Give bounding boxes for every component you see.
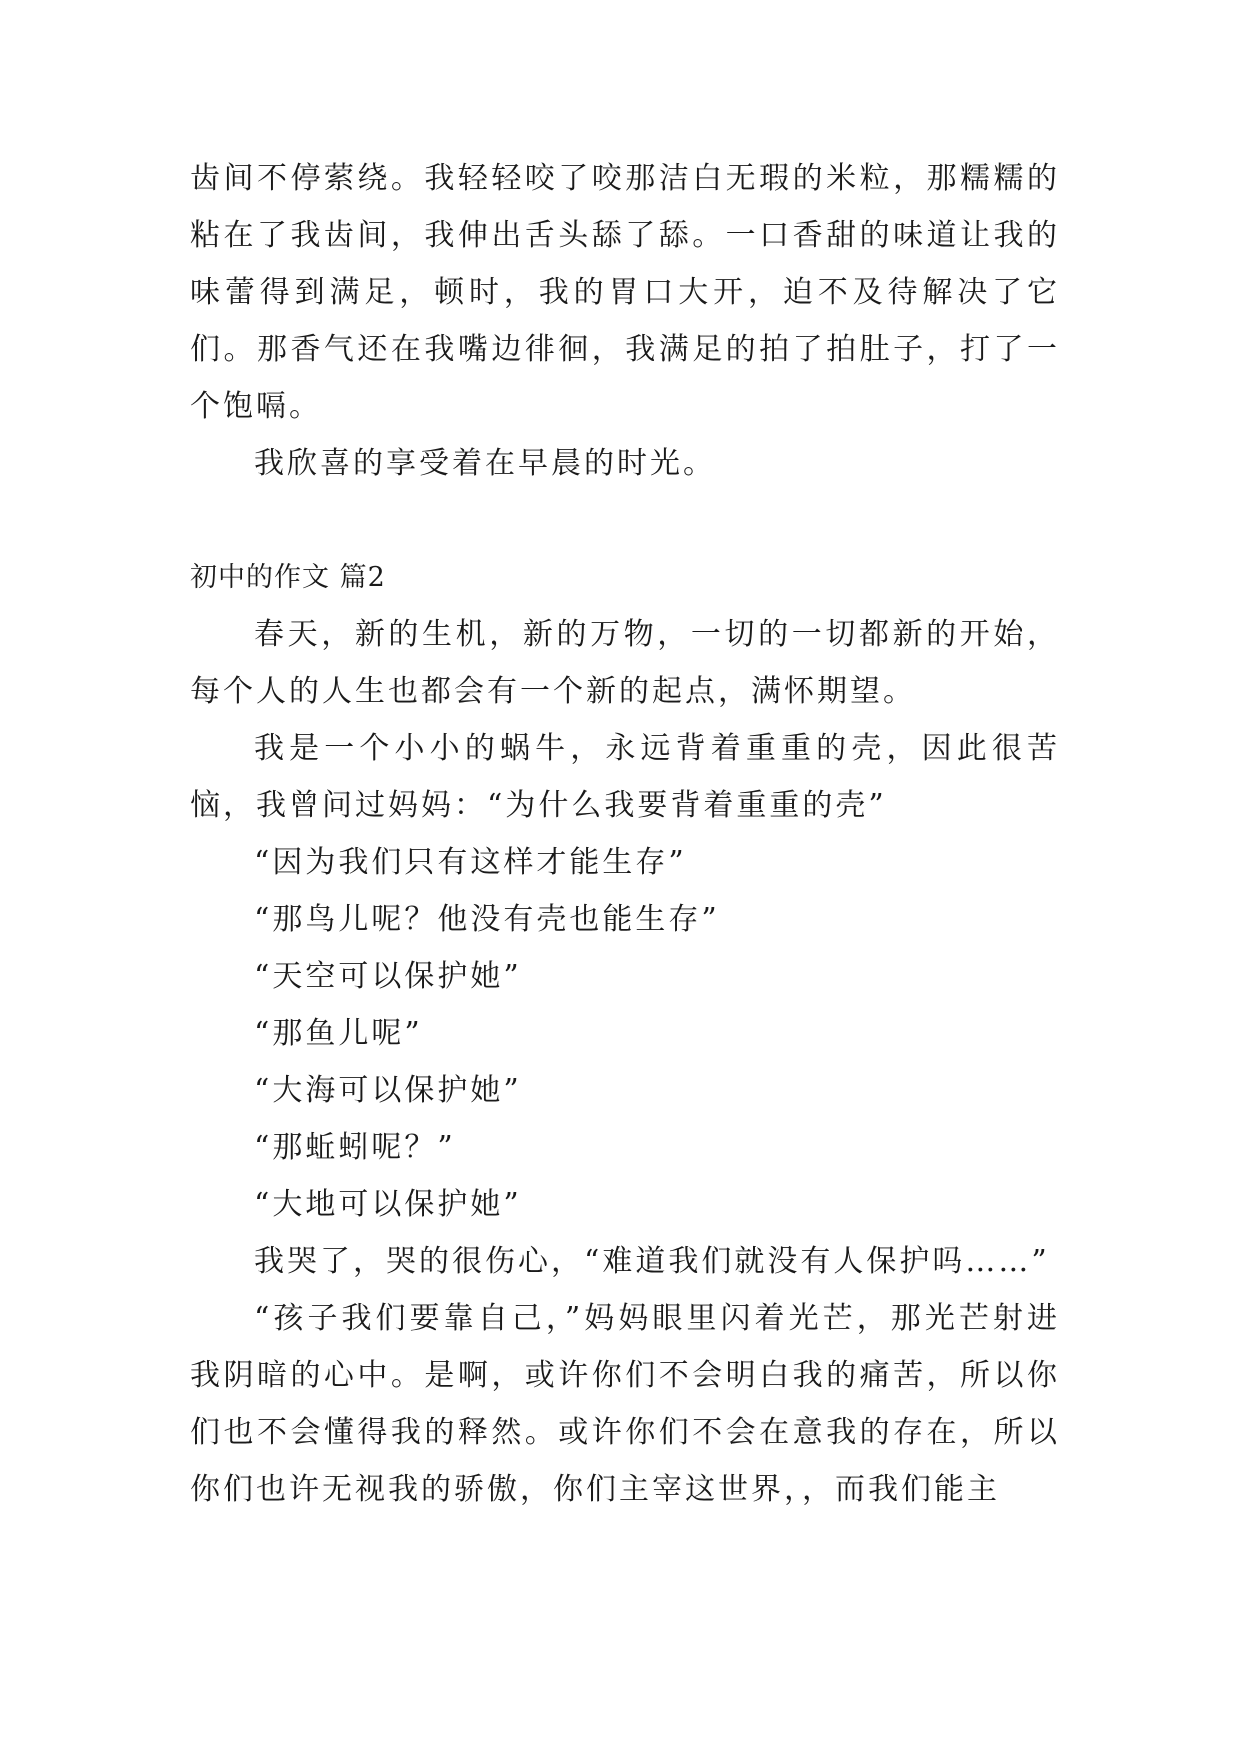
dialogue-line: “大地可以保护她” bbox=[254, 1187, 522, 1222]
paragraph: 春天，新的生机，新的万物，一切的一切都新的开始，每个人的人生也都会有一个新的起点，满怀期望。 bbox=[190, 617, 1060, 709]
paragraph: 我欣喜的享受着在早晨的时光。 bbox=[254, 446, 716, 481]
paragraph: “孩子我们要靠自己，”妈妈眼里闪着光芒，那光芒射进我阴暗的心中。是啊，或许你们不会明白我的痛苦，所以你们也不会懂得我的释然。或许你们不会在意我的存在，所以你们也许无视我的骄傲，你们主宰这世界，，而我们能主 bbox=[190, 1301, 1060, 1507]
dialogue-line: “那鸟儿呢？他没有壳也能生存” bbox=[254, 902, 720, 937]
document-page bbox=[190, 150, 1060, 1518]
dialogue-line: “大海可以保护她” bbox=[254, 1073, 522, 1108]
paragraph-continuation: 齿间不停萦绕。我轻轻咬了咬那洁白无瑕的米粒，那糯糯的粘在了我齿间，我伸出舌头舔了舔。一口香甜的味道让我的味蕾得到满足，顿时，我的胃口大开，迫不及待解决了它们。那香气还在我嘴边徘徊，我满足的拍了拍肚子，打了一个饱嗝。 bbox=[190, 161, 1060, 424]
dialogue-line: “那蚯蚓呢？” bbox=[254, 1130, 456, 1165]
paragraph: 我哭了，哭的很伤心，“难道我们就没有人保护吗……” bbox=[254, 1244, 1050, 1279]
dialogue-line: “因为我们只有这样才能生存” bbox=[254, 845, 687, 880]
dialogue-line: “那鱼儿呢” bbox=[254, 1016, 423, 1051]
dialogue-line: “天空可以保护她” bbox=[254, 959, 522, 994]
paragraph: 我是一个小小的蜗牛，永远背着重重的壳，因此很苦恼，我曾问过妈妈：“为什么我要背着重重的壳” bbox=[190, 731, 1060, 823]
section-heading: 初中的作文 篇2 bbox=[190, 562, 386, 593]
